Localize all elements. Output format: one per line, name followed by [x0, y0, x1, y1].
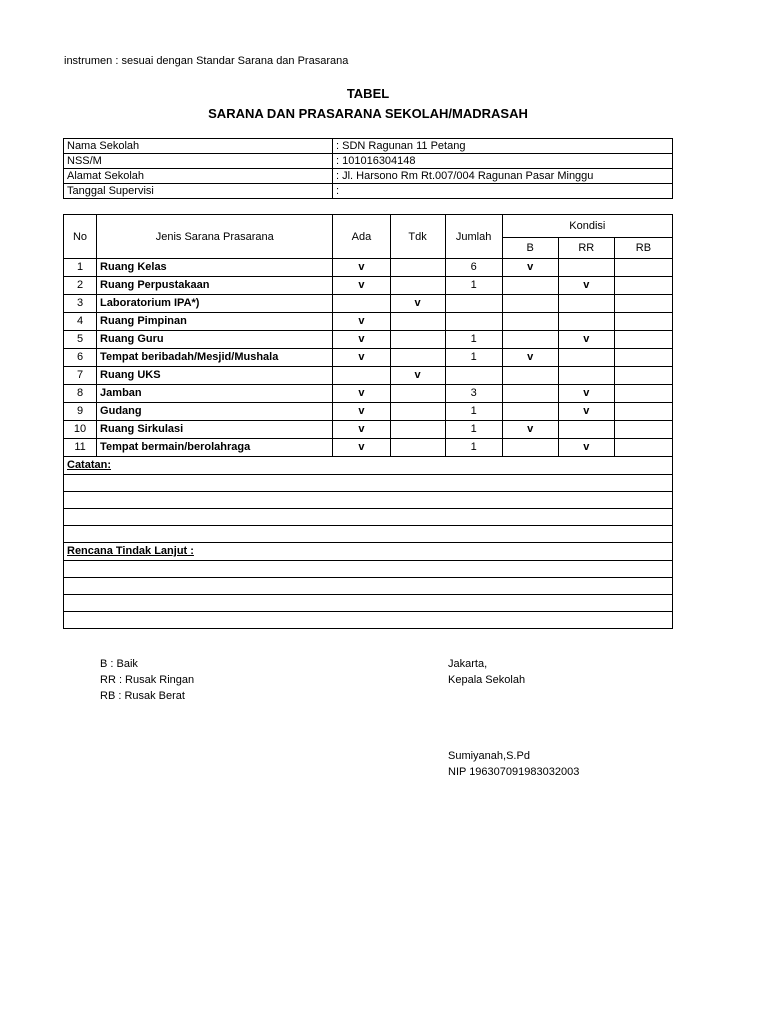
item-kondisi-b: v — [502, 349, 558, 367]
table-row — [64, 439, 673, 457]
item-jumlah: 1 — [445, 277, 502, 295]
signature-place: Jakarta, — [448, 658, 488, 670]
header-kondisi: Kondisi — [502, 215, 672, 238]
item-kondisi-rb — [614, 277, 672, 295]
legend-rb: RB : Rusak Berat — [100, 690, 185, 702]
item-kondisi-rb — [614, 259, 672, 277]
item-name: Ruang Pimpinan — [97, 313, 333, 331]
blank-row — [64, 612, 673, 629]
item-tdk-check — [390, 385, 445, 403]
item-kondisi-rr — [558, 349, 614, 367]
item-kondisi-rb — [614, 313, 672, 331]
item-no: 3 — [64, 295, 97, 313]
table-row — [64, 295, 673, 313]
document-title: TABEL — [346, 86, 390, 101]
item-tdk-check — [390, 349, 445, 367]
item-kondisi-rb — [614, 421, 672, 439]
item-jumlah: 1 — [445, 331, 502, 349]
item-tdk-check — [390, 331, 445, 349]
blank-line — [64, 612, 673, 629]
rencana-label: Rencana Tindak Lanjut : — [64, 543, 673, 561]
blank-row — [64, 492, 673, 509]
item-no: 4 — [64, 313, 97, 331]
item-kondisi-b — [502, 439, 558, 457]
item-ada-check: v — [333, 349, 390, 367]
item-kondisi-b — [502, 385, 558, 403]
info-row-nss — [64, 154, 673, 169]
item-kondisi-rr: v — [558, 385, 614, 403]
item-jumlah: 1 — [445, 421, 502, 439]
header-b: B — [502, 238, 558, 259]
info-value: : — [333, 184, 673, 199]
table-row — [64, 367, 673, 385]
item-no: 5 — [64, 331, 97, 349]
item-no: 2 — [64, 277, 97, 295]
legend-rr: RR : Rusak Ringan — [100, 674, 195, 686]
items-body — [64, 259, 673, 457]
table-row — [64, 313, 673, 331]
facilities-table — [63, 214, 673, 629]
table-row — [64, 331, 673, 349]
info-value: : 101016304148 — [333, 154, 673, 169]
blank-line — [64, 595, 673, 612]
info-value: : SDN Ragunan 11 Petang — [333, 139, 673, 154]
item-no: 1 — [64, 259, 97, 277]
item-kondisi-rr — [558, 367, 614, 385]
item-no: 10 — [64, 421, 97, 439]
item-kondisi-rb — [614, 367, 672, 385]
item-no: 9 — [64, 403, 97, 421]
blank-line — [64, 492, 673, 509]
item-tdk-check: v — [390, 367, 445, 385]
item-kondisi-rb — [614, 403, 672, 421]
item-kondisi-rb — [614, 331, 672, 349]
item-tdk-check — [390, 421, 445, 439]
blank-line — [64, 526, 673, 543]
item-name: Ruang UKS — [97, 367, 333, 385]
header-tdk: Tdk — [390, 215, 445, 259]
header-no: No — [64, 215, 97, 259]
item-kondisi-b — [502, 313, 558, 331]
item-kondisi-rr: v — [558, 403, 614, 421]
blank-row — [64, 475, 673, 492]
header-jumlah: Jumlah — [445, 215, 502, 259]
item-jumlah: 3 — [445, 385, 502, 403]
legend-b: B : Baik — [100, 658, 138, 670]
header-rr: RR — [558, 238, 614, 259]
item-tdk-check — [390, 277, 445, 295]
info-row-address — [64, 169, 673, 184]
school-info-table — [63, 138, 673, 199]
item-jumlah: 1 — [445, 403, 502, 421]
document-subtitle: SARANA DAN PRASARANA SEKOLAH/MADRASAH — [208, 106, 528, 121]
header-rb: RB — [614, 238, 672, 259]
item-jumlah: 1 — [445, 439, 502, 457]
table-row — [64, 403, 673, 421]
item-tdk-check — [390, 259, 445, 277]
item-no: 6 — [64, 349, 97, 367]
signature-role: Kepala Sekolah — [448, 674, 526, 686]
condition-legend — [100, 656, 194, 704]
info-label: Nama Sekolah — [64, 139, 333, 154]
blank-row — [64, 561, 673, 578]
item-name: Ruang Perpustakaan — [97, 277, 333, 295]
item-jumlah — [445, 313, 502, 331]
info-label: NSS/M — [64, 154, 333, 169]
signatory — [448, 748, 579, 780]
notes-section — [64, 457, 673, 629]
blank-row — [64, 578, 673, 595]
table-row — [64, 277, 673, 295]
blank-line — [64, 578, 673, 595]
item-no: 11 — [64, 439, 97, 457]
item-name: Ruang Sirkulasi — [97, 421, 333, 439]
catatan-label: Catatan: — [64, 457, 673, 475]
item-kondisi-b: v — [502, 259, 558, 277]
table-row — [64, 259, 673, 277]
blank-row — [64, 509, 673, 526]
item-no: 7 — [64, 367, 97, 385]
item-kondisi-b — [502, 295, 558, 313]
item-kondisi-rb — [614, 385, 672, 403]
item-ada-check: v — [333, 259, 390, 277]
table-row — [64, 385, 673, 403]
item-ada-check: v — [333, 385, 390, 403]
item-name: Tempat beribadah/Mesjid/Mushala — [97, 349, 333, 367]
blank-line — [64, 509, 673, 526]
item-ada-check: v — [333, 439, 390, 457]
instrument-note: instrumen : sesuai dengan Standar Sarana dan Prasarana — [64, 55, 349, 67]
item-jumlah — [445, 367, 502, 385]
item-ada-check: v — [333, 331, 390, 349]
info-value: : Jl. Harsono Rm Rt.007/004 Ragunan Pasar Minggu — [333, 169, 673, 184]
item-kondisi-b: v — [502, 421, 558, 439]
info-row-supervision-date — [64, 184, 673, 199]
item-name: Tempat bermain/berolahraga — [97, 439, 333, 457]
info-label: Tanggal Supervisi — [64, 184, 333, 199]
header-ada: Ada — [333, 215, 390, 259]
item-kondisi-rr — [558, 421, 614, 439]
item-ada-check: v — [333, 313, 390, 331]
item-tdk-check — [390, 313, 445, 331]
item-kondisi-rb — [614, 439, 672, 457]
item-kondisi-rr: v — [558, 331, 614, 349]
item-name: Jamban — [97, 385, 333, 403]
item-tdk-check — [390, 403, 445, 421]
item-kondisi-b — [502, 331, 558, 349]
item-jumlah: 6 — [445, 259, 502, 277]
item-name: Gudang — [97, 403, 333, 421]
info-row-school-name — [64, 139, 673, 154]
table-row — [64, 349, 673, 367]
item-ada-check — [333, 367, 390, 385]
item-name: Ruang Guru — [97, 331, 333, 349]
signatory-nip: NIP 196307091983032003 — [448, 766, 580, 778]
item-ada-check — [333, 295, 390, 313]
item-tdk-check — [390, 439, 445, 457]
item-no: 8 — [64, 385, 97, 403]
signature-block — [448, 656, 525, 688]
item-kondisi-rr — [558, 295, 614, 313]
item-kondisi-rb — [614, 295, 672, 313]
item-kondisi-b — [502, 277, 558, 295]
item-kondisi-rb — [614, 349, 672, 367]
item-kondisi-b — [502, 367, 558, 385]
info-label: Alamat Sekolah — [64, 169, 333, 184]
item-ada-check: v — [333, 277, 390, 295]
blank-row — [64, 526, 673, 543]
item-ada-check: v — [333, 403, 390, 421]
item-ada-check: v — [333, 421, 390, 439]
item-jumlah — [445, 295, 502, 313]
item-kondisi-rr — [558, 313, 614, 331]
blank-row — [64, 595, 673, 612]
blank-line — [64, 561, 673, 578]
signatory-name: Sumiyanah,S.Pd — [448, 750, 530, 762]
item-kondisi-rr: v — [558, 439, 614, 457]
item-kondisi-rr — [558, 259, 614, 277]
item-name: Ruang Kelas — [97, 259, 333, 277]
item-tdk-check: v — [390, 295, 445, 313]
item-kondisi-rr: v — [558, 277, 614, 295]
rencana-row — [64, 543, 673, 561]
item-name: Laboratorium IPA*) — [97, 295, 333, 313]
item-kondisi-b — [502, 403, 558, 421]
item-jumlah: 1 — [445, 349, 502, 367]
header-jenis: Jenis Sarana Prasarana — [97, 215, 333, 259]
blank-line — [64, 475, 673, 492]
catatan-row — [64, 457, 673, 475]
table-row — [64, 421, 673, 439]
